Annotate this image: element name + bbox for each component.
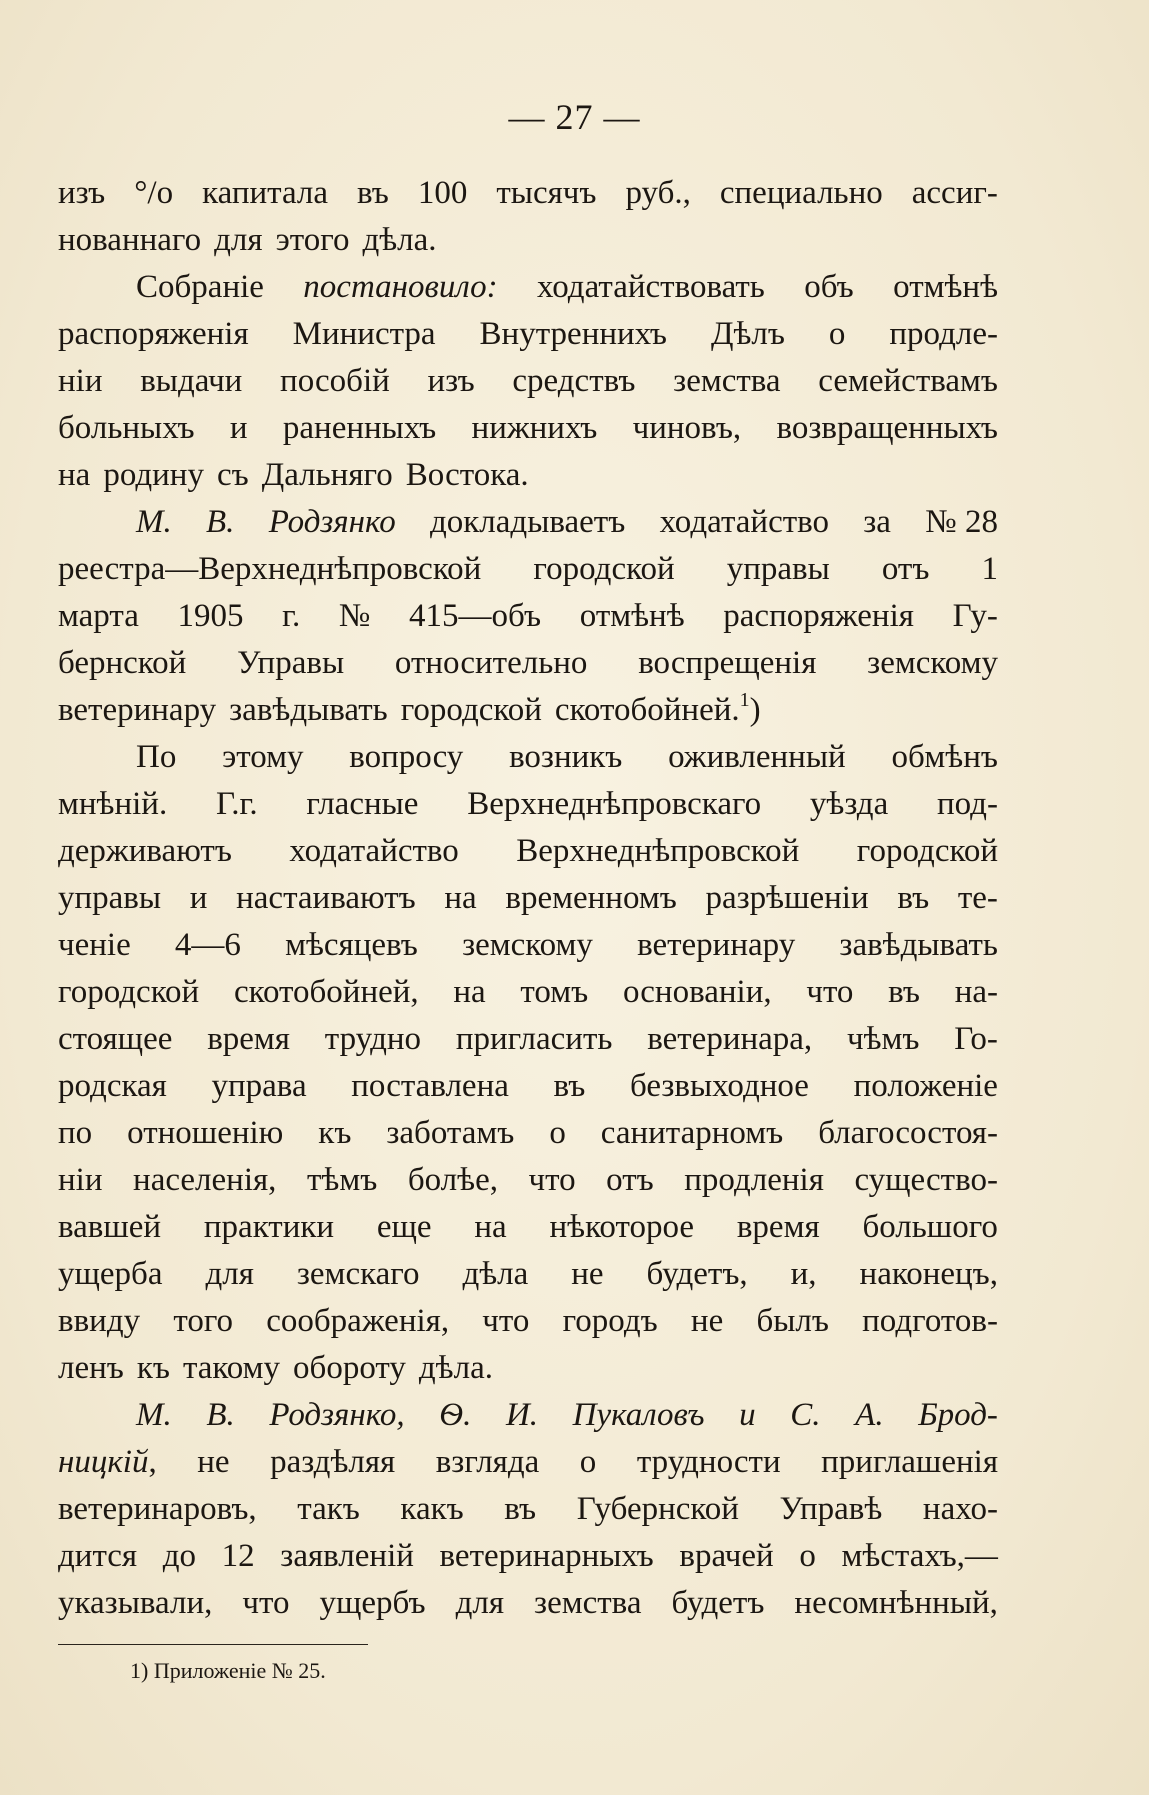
person-name: Ѳ. (439, 1397, 472, 1433)
text-line: вавшей практики еще на нѣкоторое время большого (58, 1209, 998, 1245)
text-line: реестра—Верхнеднѣпровской городской управы отъ 1 (58, 551, 998, 587)
page-number: — 27 — (508, 97, 641, 137)
text-line: распоряженія Министра Внутреннихъ Дѣлъ о продле- (58, 316, 998, 352)
person-name: Брод- (918, 1397, 998, 1433)
text-line: больныхъ и раненныхъ нижнихъ чиновъ, возвращенныхъ (58, 410, 998, 446)
text-line: ницкій, не раздѣляя взгляда о трудности приглашенія (58, 1444, 998, 1480)
emphasis-text: постановило: (303, 269, 498, 305)
text-line: ущерба для земскаго дѣла не будетъ, и, наконецъ, (58, 1256, 998, 1292)
text-line: городской скотобойней, на томъ основаніи, что въ на- (58, 974, 998, 1010)
text-line: По этому вопросу возникъ оживленный обмѣнъ (136, 739, 998, 775)
footnote: 1) Приложеніе № 25. (130, 1658, 326, 1683)
person-name: Родзянко (268, 504, 396, 540)
text-line: М. В. Родзянко докладываетъ ходатайство за № 28 (58, 499, 998, 546)
text-line: марта 1905 г. № 415—объ отмѣнѣ распоряженія Гу- (58, 598, 998, 634)
text-line: указывали, что ущербъ для земства будетъ несомнѣнный, (58, 1585, 998, 1621)
text-line: ветеринаровъ, такъ какъ въ Губернской Управѣ нахо- (58, 1491, 998, 1527)
text-line: бернской Управы относительно воспрещенія земскому (58, 645, 998, 681)
text-line: держиваютъ ходатайство Верхнеднѣпровской городской (58, 833, 998, 869)
text-line: родская управа поставлена въ безвыходное положеніе (58, 1068, 998, 1104)
text-line: ленъ къ такому обороту дѣла. (58, 1350, 493, 1386)
text-line: мнѣній. Г.г. гласные Верхнеднѣпровскаго уѣзда под- (58, 786, 998, 822)
person-name: И. (505, 1397, 539, 1433)
footnote-marker: 1 (739, 689, 750, 711)
footnote-divider (58, 1644, 368, 1645)
text-line: дится до 12 заявленій ветеринарныхъ врачей о мѣстахъ,— (58, 1538, 998, 1574)
person-name: ницкій (58, 1444, 149, 1480)
person-name: С. (790, 1397, 821, 1433)
text-line: ввиду того соображенія, что городъ не былъ подготов- (58, 1303, 998, 1339)
person-name: М. (136, 504, 172, 540)
text-line: М. В. Родзянко, Ѳ. И. Пукаловъ и С. А. Брод- (58, 1392, 998, 1439)
text-line: по отношенію къ заботамъ о санитарномъ благосостоя- (58, 1115, 998, 1151)
text-line: ніи населенія, тѣмъ болѣе, что отъ продленія существо- (58, 1162, 998, 1198)
text-line: нованнаго для этого дѣла. (58, 222, 437, 258)
text-line: стоящее время трудно пригласить ветеринара, чѣмъ Го- (58, 1021, 998, 1057)
person-name: Пукаловъ (572, 1397, 705, 1433)
text-line: ченіе 4—6 мѣсяцевъ земскому ветеринару завѣдывать (58, 927, 998, 963)
person-name: М. (136, 1397, 172, 1433)
body-text (58, 170, 998, 1627)
text-line: ветеринару завѣдывать городской скотобойней.$^1$) (58, 689, 761, 728)
text-line: изъ °/о капитала въ 100 тысячъ руб., специально ассиг- (58, 175, 998, 211)
text-line: Собраніе постановило: ходатайствовать объ отмѣнѣ (58, 264, 998, 311)
person-name: В. (206, 1397, 235, 1433)
text-line: управы и настаиваютъ на временномъ разрѣшеніи въ те- (58, 880, 998, 916)
person-name: А. (855, 1397, 884, 1433)
person-name: В. (206, 504, 235, 540)
text-line: на родину съ Дальняго Востока. (58, 457, 529, 493)
text-line: ніи выдачи пособій изъ средствъ земства семействамъ (58, 363, 998, 399)
person-name: Родзянко, (269, 1397, 405, 1433)
